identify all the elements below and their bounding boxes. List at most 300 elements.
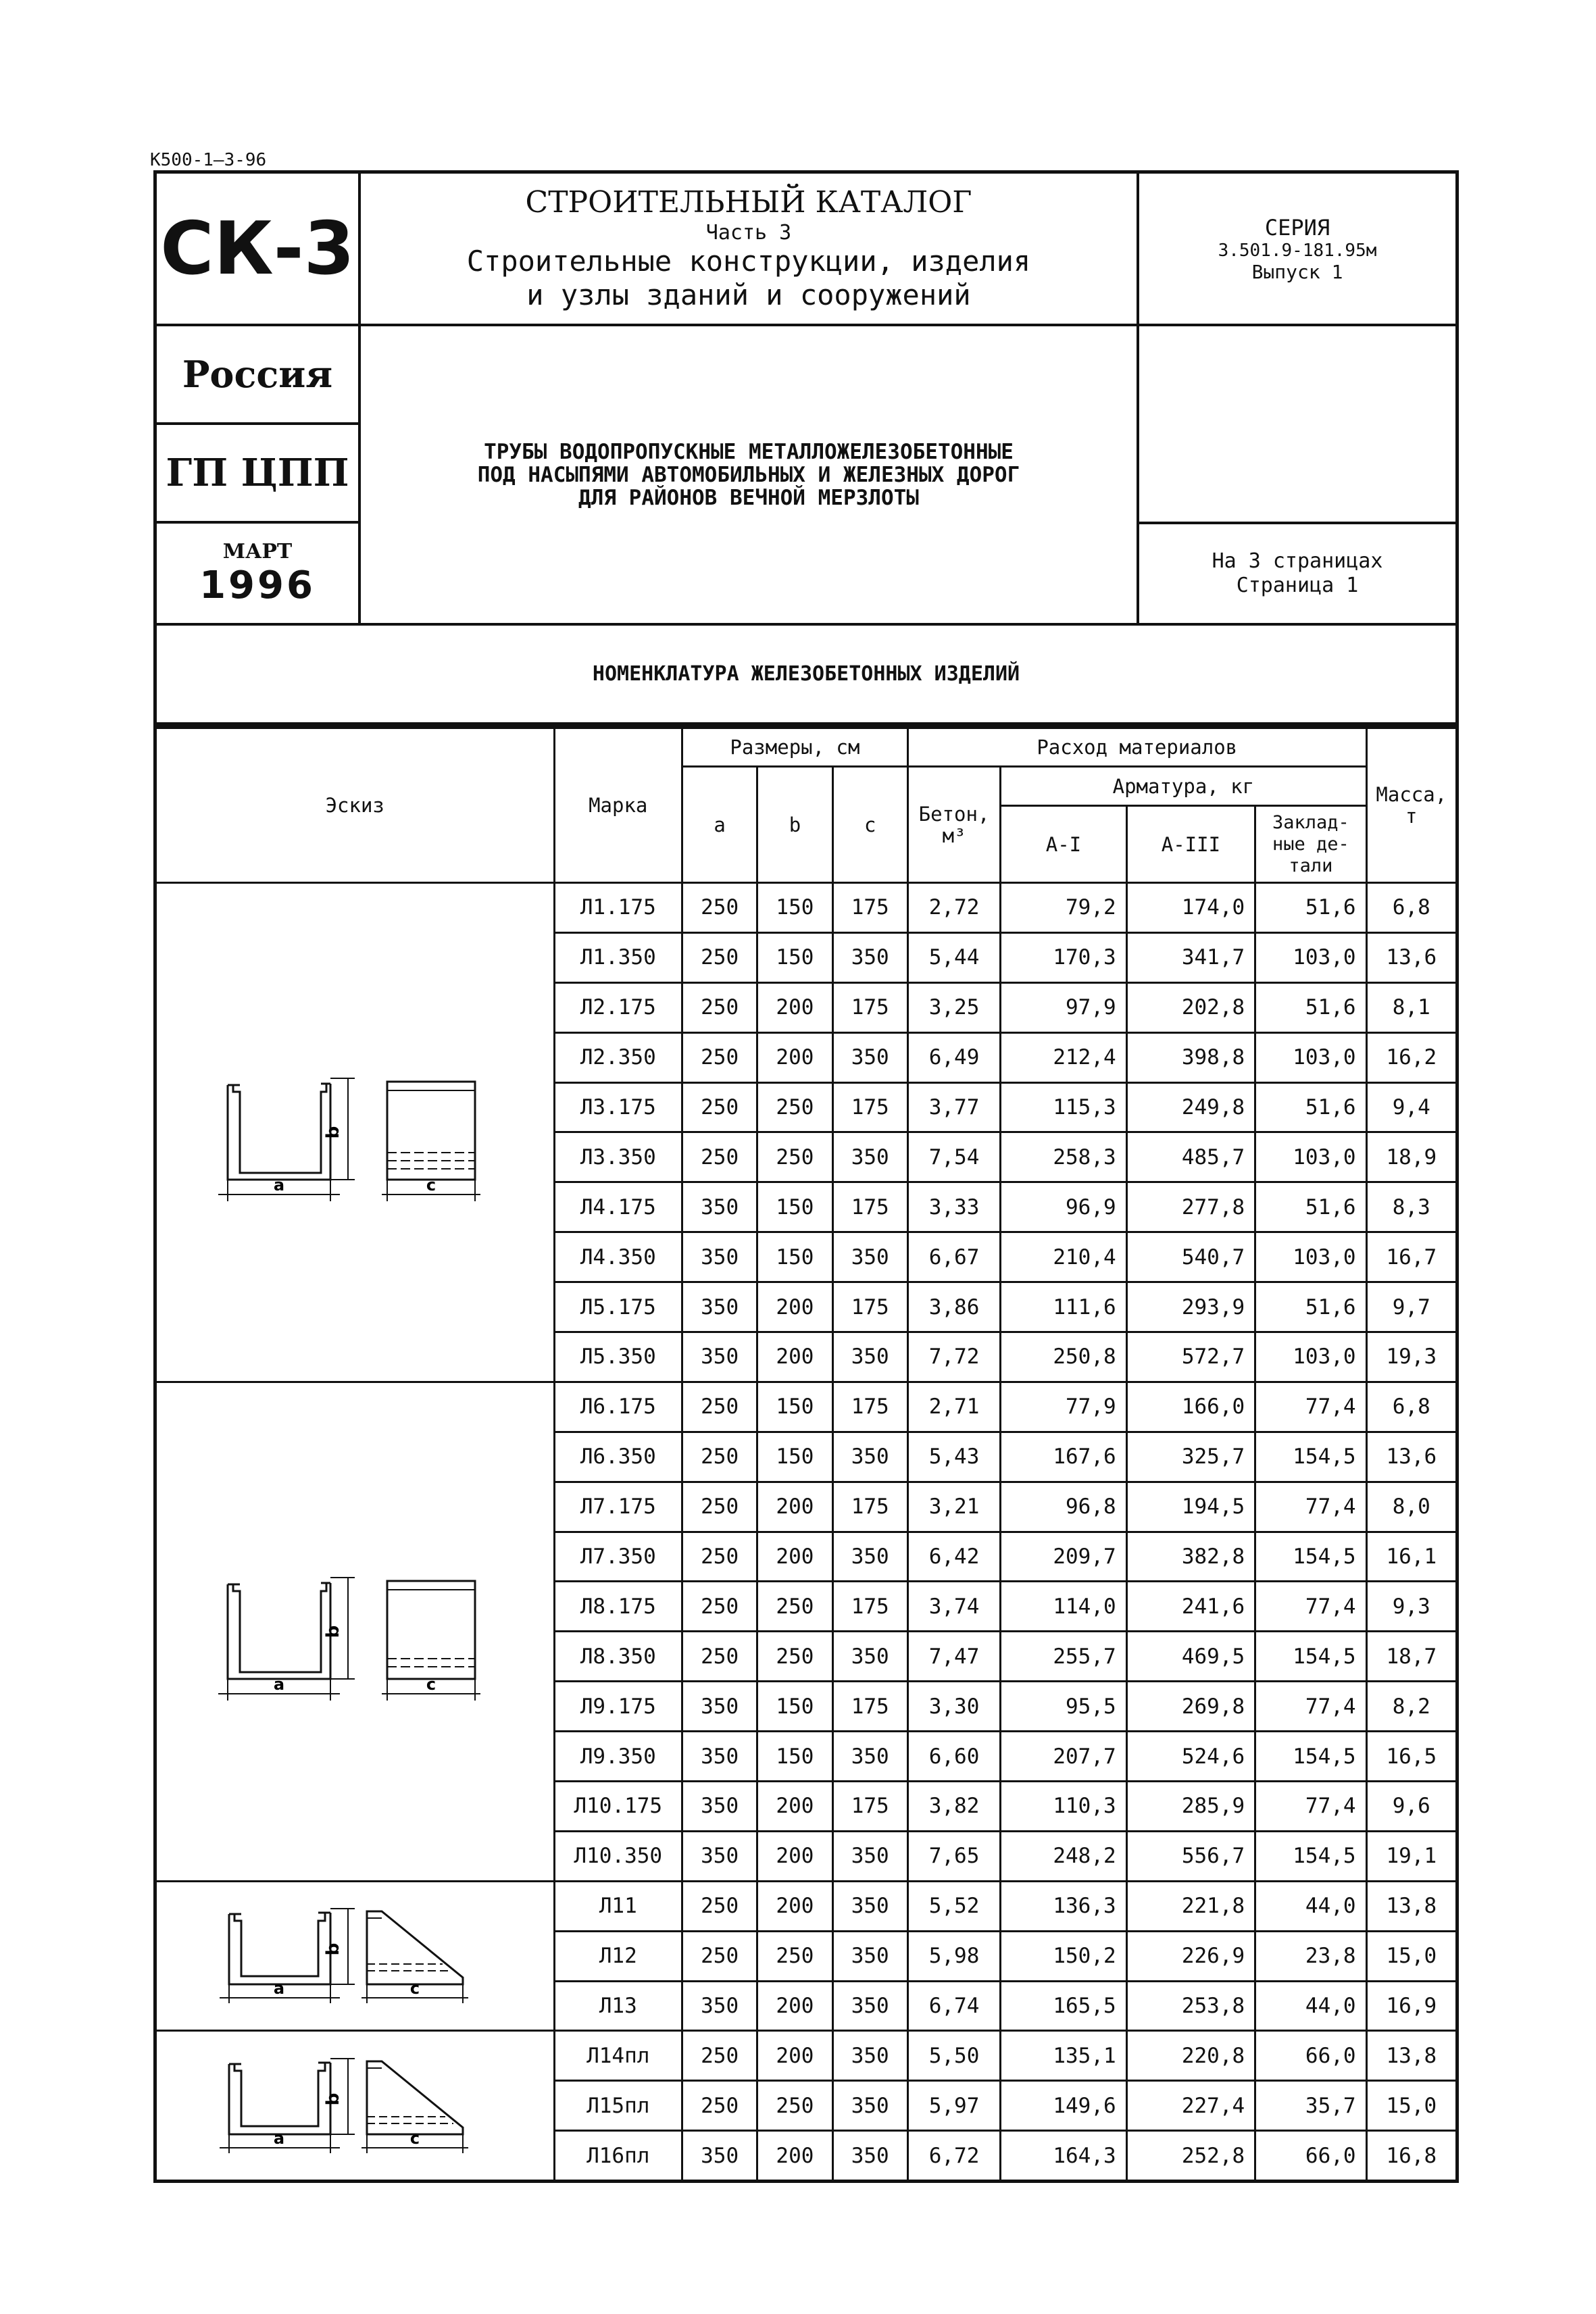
- cell-concrete: 3,33: [907, 1182, 1000, 1232]
- cell-rebar-a3: 253,8: [1126, 1981, 1255, 2031]
- cell-mark: Л1.175: [554, 883, 682, 933]
- cell-mass: 9,7: [1366, 1282, 1457, 1332]
- cell-a: 350: [682, 2131, 757, 2182]
- series-block: [1139, 174, 1455, 326]
- cell-a: 250: [682, 982, 757, 1032]
- cell-mass: 8,1: [1366, 982, 1457, 1032]
- cell-embedded: 51,6: [1255, 1182, 1366, 1232]
- cell-mass: 15,0: [1366, 2081, 1457, 2131]
- cell-embedded: 51,6: [1255, 1082, 1366, 1132]
- cell-embedded: 154,5: [1255, 1432, 1366, 1482]
- cell-a: 250: [682, 1582, 757, 1632]
- table-row: [155, 1881, 1457, 1931]
- cell-b: 200: [757, 1981, 832, 2031]
- cell-rebar-a3: 469,5: [1126, 1632, 1255, 1682]
- cell-c: 175: [832, 1282, 907, 1332]
- cell-mass: 16,1: [1366, 1532, 1457, 1582]
- u-section-icon: [218, 1578, 355, 1701]
- side-view-icon: [382, 1581, 480, 1701]
- cell-b: 150: [757, 883, 832, 933]
- cell-rebar-a1: 110,3: [1001, 1782, 1126, 1832]
- cell-concrete: 3,21: [907, 1482, 1000, 1532]
- cell-embedded: 44,0: [1255, 1981, 1366, 2031]
- sketch-cell: [155, 1382, 555, 1881]
- cell-mark: Л9.175: [554, 1682, 682, 1732]
- cell-c: 350: [832, 1032, 907, 1082]
- document-title: [361, 326, 1139, 623]
- svg-text:a: a: [274, 1979, 285, 1998]
- cell-concrete: 2,72: [907, 883, 1000, 933]
- cell-rebar-a1: 150,2: [1001, 1931, 1126, 1981]
- sloped-side-view-icon: [361, 2061, 468, 2153]
- cell-b: 200: [757, 1032, 832, 1082]
- cell-a: 250: [682, 2031, 757, 2081]
- cell-mark: Л4.350: [554, 1232, 682, 1282]
- cell-b: 200: [757, 2031, 832, 2081]
- cell-c: 175: [832, 1582, 907, 1632]
- cell-concrete: 6,49: [907, 1032, 1000, 1082]
- cell-rebar-a1: 255,7: [1001, 1632, 1126, 1682]
- cell-mass: 6,8: [1366, 883, 1457, 933]
- cell-mass: 8,0: [1366, 1482, 1457, 1532]
- cell-embedded: 66,0: [1255, 2131, 1366, 2182]
- series-code: 3.501.9-181.95м: [1218, 240, 1377, 261]
- cell-mark: Л10.350: [554, 1831, 682, 1881]
- cell-embedded: 103,0: [1255, 1032, 1366, 1082]
- svg-text:c: c: [410, 1979, 420, 1998]
- cell-c: 175: [832, 1482, 907, 1532]
- cell-embedded: 44,0: [1255, 1881, 1366, 1931]
- cell-a: 250: [682, 1881, 757, 1931]
- cell-mass: 13,6: [1366, 1432, 1457, 1482]
- cell-mass: 8,2: [1366, 1682, 1457, 1732]
- cell-concrete: 5,50: [907, 2031, 1000, 2081]
- svg-text:c: c: [426, 1674, 437, 1694]
- cell-rebar-a3: 227,4: [1126, 2081, 1255, 2131]
- cell-a: 250: [682, 1132, 757, 1182]
- cell-embedded: 77,4: [1255, 1382, 1366, 1432]
- page-current: Страница 1: [1236, 574, 1359, 597]
- cell-a: 350: [682, 1732, 757, 1782]
- cell-mass: 13,6: [1366, 932, 1457, 982]
- cell-mark: Л13: [554, 1981, 682, 2031]
- issue-date: [157, 524, 361, 623]
- cell-mark: Л11: [554, 1881, 682, 1931]
- page-info: [1139, 524, 1455, 623]
- cell-rebar-a1: 207,7: [1001, 1732, 1126, 1782]
- cell-embedded: 51,6: [1255, 883, 1366, 933]
- cell-rebar-a1: 164,3: [1001, 2131, 1126, 2182]
- cell-b: 250: [757, 1931, 832, 1981]
- cell-mass: 9,6: [1366, 1782, 1457, 1832]
- cell-mark: Л5.350: [554, 1332, 682, 1382]
- cell-c: 175: [832, 1782, 907, 1832]
- cell-rebar-a1: 115,3: [1001, 1082, 1126, 1132]
- cell-rebar-a1: 210,4: [1001, 1232, 1126, 1282]
- cell-a: 250: [682, 1032, 757, 1082]
- cell-embedded: 77,4: [1255, 1482, 1366, 1532]
- cell-c: 350: [832, 2131, 907, 2182]
- svg-text:a: a: [274, 2128, 285, 2148]
- cell-embedded: 154,5: [1255, 1831, 1366, 1881]
- cell-c: 175: [832, 883, 907, 933]
- cell-mass: 16,9: [1366, 1981, 1457, 2031]
- cell-rebar-a1: 96,8: [1001, 1482, 1126, 1532]
- cell-c: 175: [832, 1082, 907, 1132]
- cell-b: 150: [757, 1432, 832, 1482]
- cell-mass: 6,8: [1366, 1382, 1457, 1432]
- cell-rebar-a3: 202,8: [1126, 982, 1255, 1032]
- cell-a: 250: [682, 1532, 757, 1582]
- cell-c: 350: [832, 1732, 907, 1782]
- cell-a: 250: [682, 1382, 757, 1432]
- cell-rebar-a3: 277,8: [1126, 1182, 1255, 1232]
- cell-mass: 18,7: [1366, 1632, 1457, 1682]
- cell-c: 175: [832, 1182, 907, 1232]
- cell-b: 250: [757, 1132, 832, 1182]
- cell-embedded: 103,0: [1255, 932, 1366, 982]
- cell-c: 350: [832, 1981, 907, 2031]
- header-c: c: [832, 767, 907, 883]
- cell-rebar-a1: 212,4: [1001, 1032, 1126, 1082]
- cell-rebar-a1: 111,6: [1001, 1282, 1126, 1332]
- organization-label: ГП ЦПП: [157, 425, 361, 524]
- cell-concrete: 3,74: [907, 1582, 1000, 1632]
- cell-b: 200: [757, 1782, 832, 1832]
- cell-concrete: 6,42: [907, 1532, 1000, 1582]
- pages-total: На 3 страницах: [1212, 549, 1383, 573]
- cell-b: 200: [757, 1831, 832, 1881]
- cell-mark: Л2.175: [554, 982, 682, 1032]
- sketch-cell: [155, 1881, 555, 2031]
- cell-embedded: 154,5: [1255, 1632, 1366, 1682]
- sketch-A: [186, 1051, 524, 1213]
- catalog-subtitle-2: и узлы зданий и сооружений: [526, 278, 971, 311]
- cell-c: 350: [832, 1432, 907, 1482]
- cell-c: 175: [832, 982, 907, 1032]
- cell-c: 350: [832, 2031, 907, 2081]
- issue-year: 1996: [199, 563, 316, 607]
- issue-number: Выпуск 1: [1251, 260, 1343, 283]
- cell-mark: Л9.350: [554, 1732, 682, 1782]
- cell-c: 350: [832, 1931, 907, 1981]
- cell-concrete: 3,30: [907, 1682, 1000, 1732]
- svg-text:a: a: [274, 1175, 285, 1194]
- cell-rebar-a3: 540,7: [1126, 1232, 1255, 1282]
- cell-c: 350: [832, 932, 907, 982]
- cell-b: 250: [757, 1582, 832, 1632]
- cell-mass: 16,2: [1366, 1032, 1457, 1082]
- cell-b: 200: [757, 1881, 832, 1931]
- cell-rebar-a1: 135,1: [1001, 2031, 1126, 2081]
- cell-a: 250: [682, 932, 757, 982]
- cell-rebar-a1: 165,5: [1001, 1981, 1126, 2031]
- cell-concrete: 3,86: [907, 1282, 1000, 1332]
- cell-c: 350: [832, 1831, 907, 1881]
- cell-embedded: 103,0: [1255, 1332, 1366, 1382]
- cell-b: 200: [757, 1532, 832, 1582]
- document-title-line-1: ТРУБЫ ВОДОПРОПУСКНЫЕ МЕТАЛЛОЖЕЛЕЗОБЕТОННЫЕ: [484, 439, 1014, 464]
- cell-mass: 8,3: [1366, 1182, 1457, 1232]
- header-rebar-a1: А-I: [1001, 806, 1126, 883]
- cell-a: 350: [682, 1682, 757, 1732]
- cell-rebar-a3: 524,6: [1126, 1732, 1255, 1782]
- sketch-cell: [155, 883, 555, 1382]
- cell-a: 350: [682, 1782, 757, 1832]
- svg-text:b: b: [323, 1625, 344, 1638]
- cell-concrete: 5,52: [907, 1881, 1000, 1931]
- sketch-D: [186, 2052, 524, 2160]
- cell-a: 350: [682, 1282, 757, 1332]
- u-section-icon: [220, 1909, 355, 2003]
- cell-mark: Л16пл: [554, 2131, 682, 2182]
- cell-b: 150: [757, 1382, 832, 1432]
- cell-rebar-a3: 285,9: [1126, 1782, 1255, 1832]
- cell-concrete: 6,74: [907, 1981, 1000, 2031]
- cell-rebar-a1: 250,8: [1001, 1332, 1126, 1382]
- cell-concrete: 7,54: [907, 1132, 1000, 1182]
- sketch-cell: [155, 2031, 555, 2182]
- cell-c: 350: [832, 1881, 907, 1931]
- header-mass: Масса, т: [1366, 728, 1457, 883]
- cell-embedded: 35,7: [1255, 2081, 1366, 2131]
- cell-concrete: 5,44: [907, 932, 1000, 982]
- cell-rebar-a1: 258,3: [1001, 1132, 1126, 1182]
- cell-rebar-a1: 97,9: [1001, 982, 1126, 1032]
- header-concrete: Бетон, м³: [907, 767, 1000, 883]
- cell-rebar-a1: 248,2: [1001, 1831, 1126, 1881]
- cell-b: 250: [757, 1632, 832, 1682]
- catalog-logo: СК-3: [157, 174, 361, 326]
- cell-embedded: 23,8: [1255, 1931, 1366, 1981]
- cell-rebar-a1: 79,2: [1001, 883, 1126, 933]
- cell-rebar-a3: 572,7: [1126, 1332, 1255, 1382]
- cell-b: 200: [757, 1282, 832, 1332]
- cell-mark: Л8.350: [554, 1632, 682, 1682]
- svg-text:b: b: [323, 2092, 344, 2106]
- cell-concrete: 3,77: [907, 1082, 1000, 1132]
- table-row: [155, 2031, 1457, 2081]
- cell-a: 350: [682, 1831, 757, 1881]
- cell-c: 350: [832, 2081, 907, 2131]
- svg-text:b: b: [323, 1942, 344, 1956]
- document-title-line-3: ДЛЯ РАЙОНОВ ВЕЧНОЙ МЕРЗЛОТЫ: [578, 485, 919, 510]
- cell-rebar-a1: 136,3: [1001, 1881, 1126, 1931]
- table-row: [155, 883, 1457, 933]
- cell-rebar-a3: 252,8: [1126, 2131, 1255, 2182]
- table-row: [155, 1382, 1457, 1432]
- sloped-side-view-icon: [361, 1911, 468, 2003]
- cell-mass: 16,5: [1366, 1732, 1457, 1782]
- svg-text:c: c: [410, 2128, 420, 2148]
- cell-mass: 15,0: [1366, 1931, 1457, 1981]
- cell-mark: Л10.175: [554, 1782, 682, 1832]
- cell-a: 250: [682, 1432, 757, 1482]
- empty-field: [1139, 326, 1455, 524]
- cell-mark: Л2.350: [554, 1032, 682, 1082]
- cell-concrete: 3,25: [907, 982, 1000, 1032]
- cell-rebar-a3: 556,7: [1126, 1831, 1255, 1881]
- cell-a: 350: [682, 1332, 757, 1382]
- cell-mark: Л4.175: [554, 1182, 682, 1232]
- cell-concrete: 6,72: [907, 2131, 1000, 2182]
- cell-c: 350: [832, 1232, 907, 1282]
- cell-rebar-a3: 226,9: [1126, 1931, 1255, 1981]
- cell-rebar-a1: 96,9: [1001, 1182, 1126, 1232]
- cell-concrete: 5,98: [907, 1931, 1000, 1981]
- cell-rebar-a1: 170,3: [1001, 932, 1126, 982]
- cell-concrete: 5,97: [907, 2081, 1000, 2131]
- cell-c: 175: [832, 1382, 907, 1432]
- cell-c: 350: [832, 1632, 907, 1682]
- cell-concrete: 6,67: [907, 1232, 1000, 1282]
- cell-b: 250: [757, 1082, 832, 1132]
- cell-embedded: 103,0: [1255, 1232, 1366, 1282]
- cell-embedded: 77,4: [1255, 1782, 1366, 1832]
- section-title: НОМЕНКЛАТУРА ЖЕЛЕЗОБЕТОННЫХ ИЗДЕЛИЙ: [157, 623, 1455, 722]
- cell-embedded: 77,4: [1255, 1682, 1366, 1732]
- cell-rebar-a3: 241,6: [1126, 1582, 1255, 1632]
- cell-embedded: 66,0: [1255, 2031, 1366, 2081]
- cell-b: 250: [757, 2081, 832, 2131]
- cell-rebar-a1: 209,7: [1001, 1532, 1126, 1582]
- country-label: Россия: [157, 326, 361, 425]
- header-materials: Расход материалов: [907, 728, 1366, 767]
- header-sizes: Размеры, см: [682, 728, 908, 767]
- cell-mark: Л7.175: [554, 1482, 682, 1532]
- sketch-B: [186, 1551, 524, 1713]
- header-mark: Марка: [554, 728, 682, 883]
- issue-month: МАРТ: [222, 539, 293, 563]
- cell-c: 350: [832, 1332, 907, 1382]
- header-rebar: Арматура, кг: [1001, 767, 1366, 806]
- cell-embedded: 51,6: [1255, 982, 1366, 1032]
- cell-c: 350: [832, 1532, 907, 1582]
- u-section-icon: [220, 2059, 355, 2153]
- cell-rebar-a3: 249,8: [1126, 1082, 1255, 1132]
- cell-mark: Л14пл: [554, 2031, 682, 2081]
- cell-rebar-a3: 174,0: [1126, 883, 1255, 933]
- catalog-part: Часть 3: [705, 221, 792, 245]
- cell-rebar-a3: 269,8: [1126, 1682, 1255, 1732]
- cell-mass: 19,1: [1366, 1831, 1457, 1881]
- cell-rebar-a3: 382,8: [1126, 1532, 1255, 1582]
- cell-concrete: 7,47: [907, 1632, 1000, 1682]
- cell-rebar-a1: 167,6: [1001, 1432, 1126, 1482]
- catalog-title: СТРОИТЕЛЬНЫЙ КАТАЛОГ: [525, 185, 972, 220]
- cell-mark: Л15пл: [554, 2081, 682, 2131]
- cell-rebar-a1: 95,5: [1001, 1682, 1126, 1732]
- sketch-C: [186, 1902, 524, 2010]
- catalog-heading: [361, 174, 1139, 326]
- header-embedded-parts: Заклад-ные де-тали: [1255, 806, 1366, 883]
- cell-c: 350: [832, 1132, 907, 1182]
- cell-embedded: 77,4: [1255, 1582, 1366, 1632]
- table-body: [155, 883, 1457, 2182]
- cell-mark: Л5.175: [554, 1282, 682, 1332]
- cell-a: 250: [682, 2081, 757, 2131]
- cell-rebar-a3: 221,8: [1126, 1881, 1255, 1931]
- cell-b: 200: [757, 1332, 832, 1382]
- header-rebar-a3: А-III: [1126, 806, 1255, 883]
- cell-b: 150: [757, 1232, 832, 1282]
- cell-mark: Л1.350: [554, 932, 682, 982]
- cell-b: 200: [757, 982, 832, 1032]
- title-block: [153, 170, 1459, 726]
- cell-mass: 19,3: [1366, 1332, 1457, 1382]
- cell-mass: 16,7: [1366, 1232, 1457, 1282]
- cell-rebar-a3: 341,7: [1126, 932, 1255, 982]
- cell-rebar-a3: 220,8: [1126, 2031, 1255, 2081]
- header-a: a: [682, 767, 757, 883]
- cell-concrete: 5,43: [907, 1432, 1000, 1482]
- cell-embedded: 51,6: [1255, 1282, 1366, 1332]
- cell-rebar-a3: 325,7: [1126, 1432, 1255, 1482]
- cell-rebar-a3: 194,5: [1126, 1482, 1255, 1532]
- side-view-icon: [382, 1082, 480, 1201]
- cell-mark: Л3.350: [554, 1132, 682, 1182]
- cell-b: 150: [757, 1732, 832, 1782]
- cell-a: 250: [682, 1931, 757, 1981]
- svg-text:b: b: [323, 1126, 344, 1139]
- cell-a: 350: [682, 1232, 757, 1282]
- cell-embedded: 154,5: [1255, 1732, 1366, 1782]
- document-title-line-2: ПОД НАСЫПЯМИ АВТОМОБИЛЬНЫХ И ЖЕЛЕЗНЫХ ДОРОГ: [477, 462, 1020, 487]
- cell-rebar-a3: 485,7: [1126, 1132, 1255, 1182]
- cell-mass: 9,3: [1366, 1582, 1457, 1632]
- document-code: К500-1—3-96: [150, 150, 267, 170]
- header-b: b: [757, 767, 832, 883]
- cell-rebar-a3: 293,9: [1126, 1282, 1255, 1332]
- cell-concrete: 6,60: [907, 1732, 1000, 1782]
- cell-mass: 9,4: [1366, 1082, 1457, 1132]
- svg-text:c: c: [426, 1175, 437, 1194]
- cell-mark: Л6.350: [554, 1432, 682, 1482]
- cell-c: 175: [832, 1682, 907, 1732]
- cell-concrete: 7,72: [907, 1332, 1000, 1382]
- series-label: СЕРИЯ: [1264, 214, 1330, 241]
- cell-concrete: 2,71: [907, 1382, 1000, 1432]
- cell-rebar-a1: 149,6: [1001, 2081, 1126, 2131]
- cell-b: 150: [757, 932, 832, 982]
- cell-mark: Л8.175: [554, 1582, 682, 1632]
- cell-mass: 18,9: [1366, 1132, 1457, 1182]
- cell-a: 350: [682, 1981, 757, 2031]
- cell-rebar-a3: 398,8: [1126, 1032, 1255, 1082]
- cell-embedded: 103,0: [1255, 1132, 1366, 1182]
- cell-mark: Л7.350: [554, 1532, 682, 1582]
- cell-concrete: 3,82: [907, 1782, 1000, 1832]
- cell-rebar-a1: 114,0: [1001, 1582, 1126, 1632]
- cell-a: 350: [682, 1182, 757, 1232]
- cell-a: 250: [682, 1082, 757, 1132]
- cell-a: 250: [682, 883, 757, 933]
- cell-mark: Л12: [554, 1931, 682, 1981]
- catalog-subtitle-1: Строительные конструкции, изделия: [466, 245, 1031, 278]
- svg-text:a: a: [274, 1674, 285, 1694]
- cell-embedded: 154,5: [1255, 1532, 1366, 1582]
- cell-rebar-a1: 77,9: [1001, 1382, 1126, 1432]
- cell-mark: Л3.175: [554, 1082, 682, 1132]
- cell-b: 200: [757, 1482, 832, 1532]
- header-sketch: Эскиз: [155, 728, 555, 883]
- cell-a: 250: [682, 1632, 757, 1682]
- cell-rebar-a3: 166,0: [1126, 1382, 1255, 1432]
- nomenclature-table: [153, 726, 1459, 2183]
- u-section-icon: [218, 1078, 355, 1201]
- cell-concrete: 7,65: [907, 1831, 1000, 1881]
- cell-mass: 16,8: [1366, 2131, 1457, 2182]
